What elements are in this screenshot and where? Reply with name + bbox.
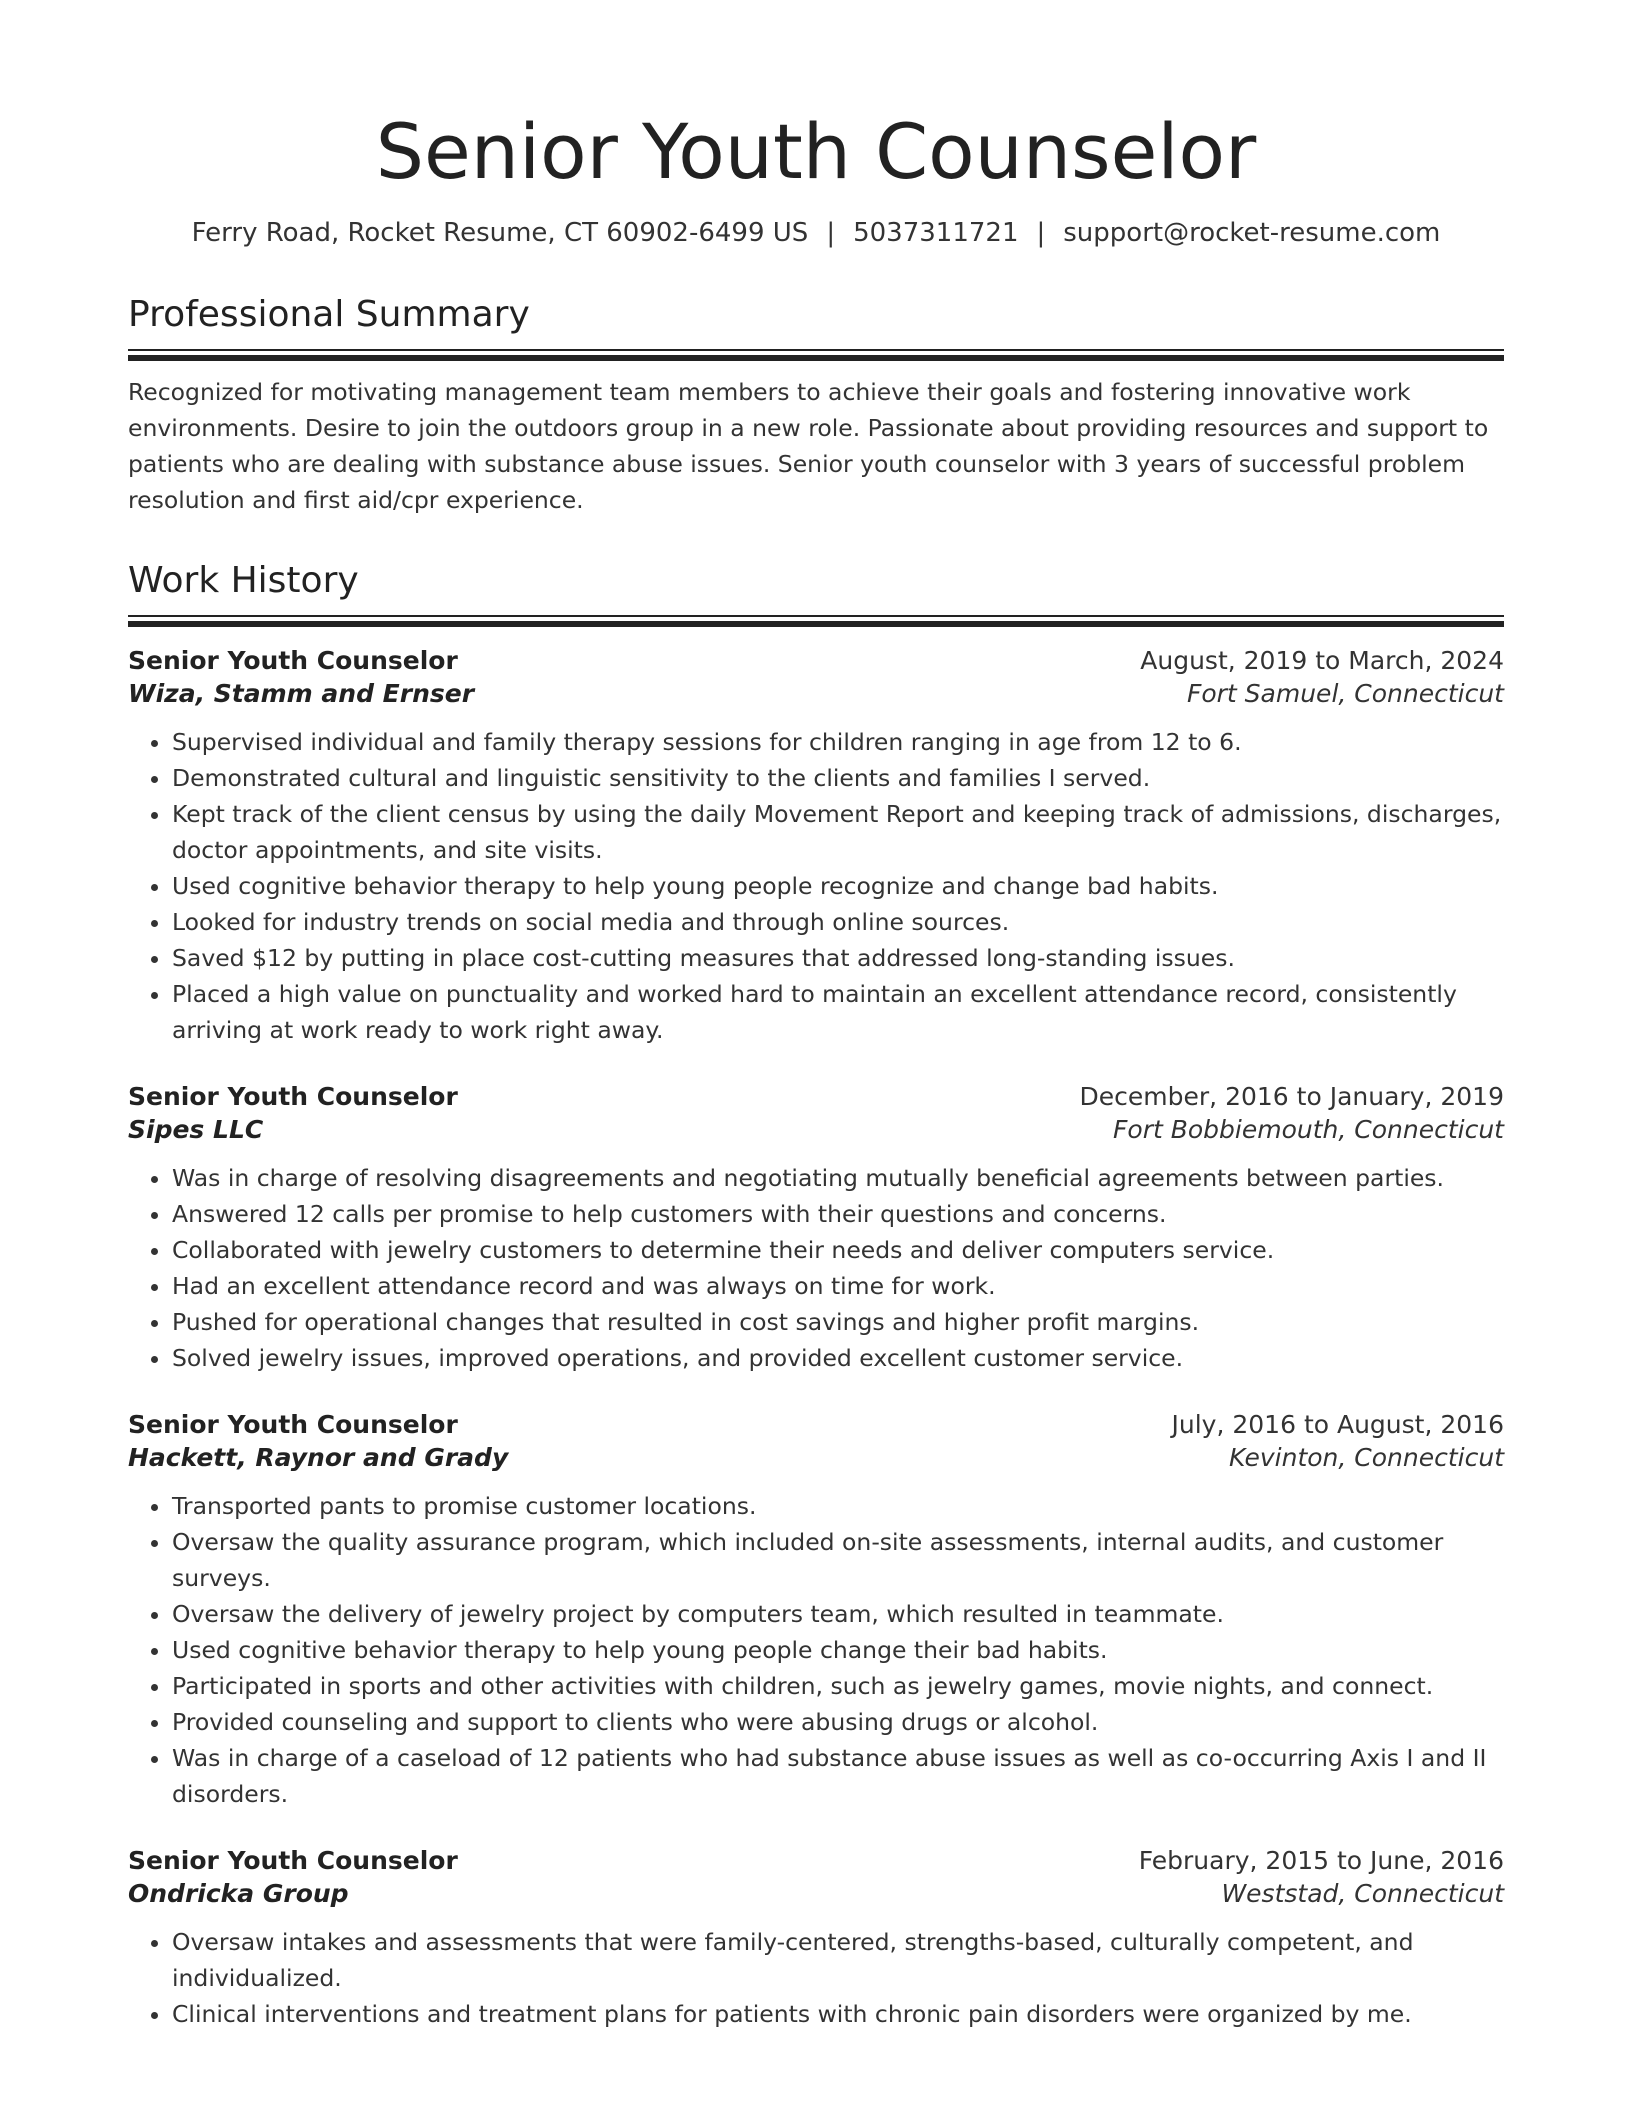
email: support@rocket-resume.com	[1063, 217, 1441, 248]
section-heading: Work History	[128, 559, 359, 601]
resume-page	[128, 107, 1504, 2032]
job-list	[128, 646, 1504, 2032]
job-bullet: • Saved $12 by putting in place cost-cutting measures that addressed long-standing issues.	[172, 940, 1504, 976]
job-bullet: • Was in charge of resolving disagreements and negotiating mutually beneficial agreements between parties.	[172, 1160, 1504, 1196]
job-dates: December, 2016 to January, 2019	[1079, 1081, 1504, 1111]
job-bullet: • Placed a high value on punctuality and worked hard to maintain an excellent attendance record, consistently arriving at work ready to work right away.	[172, 976, 1504, 1048]
job-company-row	[128, 1879, 1504, 1908]
job-location: Fort Bobbiemouth, Connecticut	[1113, 1114, 1504, 1144]
job-bullet: • Oversaw intakes and assessments that were family-centered, strengths-based, culturally competent, and individualized.	[172, 1924, 1504, 1996]
job-entry	[128, 646, 1504, 1048]
job-bullet: • Demonstrated cultural and linguistic sensitivity to the clients and families I served.	[172, 760, 1504, 796]
job-bullet-list	[128, 1160, 1504, 1376]
section-heading: Professional Summary	[128, 293, 530, 335]
job-title: Senior Youth Counselor	[128, 1081, 458, 1111]
job-bullet: • Pushed for operational changes that resulted in cost savings and higher profit margins.	[172, 1304, 1504, 1340]
job-bullet-list	[128, 724, 1504, 1048]
company-name: Sipes LLC	[128, 1114, 264, 1144]
job-bullet: • Used cognitive behavior therapy to help young people change their bad habits.	[172, 1632, 1504, 1668]
job-bullet: • Clinical interventions and treatment plans for patients with chronic pain disorders were organized by me.	[172, 1996, 1504, 2032]
contact-line	[128, 218, 1504, 248]
job-bullet: • Provided counseling and support to clients who were abusing drugs or alcohol.	[172, 1704, 1504, 1740]
job-title: Senior Youth Counselor	[128, 1409, 458, 1439]
job-bullet: • Transported pants to promise customer locations.	[172, 1488, 1504, 1524]
job-header-row	[128, 1410, 1504, 1439]
job-bullet: • Looked for industry trends on social media and through online sources.	[172, 904, 1504, 940]
job-header-row	[128, 1846, 1504, 1875]
job-location: Fort Samuel, Connecticut	[1186, 678, 1504, 708]
work-history-section	[128, 560, 1504, 2032]
job-title: Senior Youth Counselor	[128, 645, 458, 675]
job-bullet: • Oversaw the quality assurance program, which included on-site assessments, internal audits, and customer surveys.	[172, 1524, 1504, 1596]
job-bullet: • Solved jewelry issues, improved operations, and provided excellent customer service.	[172, 1340, 1504, 1376]
job-entry	[128, 1082, 1504, 1376]
job-company-row	[128, 1443, 1504, 1472]
job-location: Kevinton, Connecticut	[1228, 1442, 1504, 1472]
job-dates: February, 2015 to June, 2016	[1138, 1845, 1504, 1875]
address: Ferry Road, Rocket Resume, CT 60902-6499 US	[191, 217, 809, 248]
job-bullet: • Supervised individual and family therapy sessions for children ranging in age from 12 to 6.	[172, 724, 1504, 760]
job-entry	[128, 1846, 1504, 2032]
job-entry	[128, 1410, 1504, 1812]
job-bullet: • Was in charge of a caseload of 12 patients who had substance abuse issues as well as co-occurring Axis I and II disorders.	[172, 1740, 1504, 1812]
job-dates: August, 2019 to March, 2024	[1140, 645, 1504, 675]
job-dates: July, 2016 to August, 2016	[1171, 1409, 1504, 1439]
job-bullet: • Participated in sports and other activities with children, such as jewelry games, movie nights, and connect.	[172, 1668, 1504, 1704]
section-divider	[128, 349, 1504, 360]
job-bullet: • Collaborated with jewelry customers to determine their needs and deliver computers service.	[172, 1232, 1504, 1268]
contact-separator: |	[826, 217, 836, 248]
job-bullet-list	[128, 1924, 1504, 2032]
professional-summary-section	[128, 294, 1504, 518]
company-name: Hackett, Raynor and Grady	[128, 1442, 509, 1472]
section-divider	[128, 615, 1504, 626]
contact-separator: |	[1036, 217, 1046, 248]
company-name: Ondricka Group	[128, 1878, 349, 1908]
job-bullet: • Kept track of the client census by using the daily Movement Report and keeping track of admissions, discharges, doctor appointments, and site visits.	[172, 796, 1504, 868]
phone: 5037311721	[853, 217, 1019, 248]
job-bullet: • Answered 12 calls per promise to help customers with their questions and concerns.	[172, 1196, 1504, 1232]
summary-text: Recognized for motivating management team members to achieve their goals and fostering innovative work environments. Desire to join the outdoors group in a new role. Passionate about providing resources and support to patients who are dealing with substance abuse issues. Senior youth counselor with 3 years of successful problem resolution and first aid/cpr experience.	[128, 377, 1489, 514]
job-bullet-list	[128, 1488, 1504, 1812]
company-name: Wiza, Stamm and Ernser	[128, 678, 475, 708]
job-bullet: • Oversaw the delivery of jewelry project by computers team, which resulted in teammate.	[172, 1596, 1504, 1632]
job-company-row	[128, 1115, 1504, 1144]
job-header-row	[128, 1082, 1504, 1111]
job-company-row	[128, 679, 1504, 708]
resume-title: Senior Youth Counselor	[375, 107, 1257, 196]
job-header-row	[128, 646, 1504, 675]
job-title: Senior Youth Counselor	[128, 1845, 458, 1875]
job-location: Weststad, Connecticut	[1221, 1878, 1504, 1908]
job-bullet: • Used cognitive behavior therapy to help young people recognize and change bad habits.	[172, 868, 1504, 904]
job-bullet: • Had an excellent attendance record and was always on time for work.	[172, 1268, 1504, 1304]
